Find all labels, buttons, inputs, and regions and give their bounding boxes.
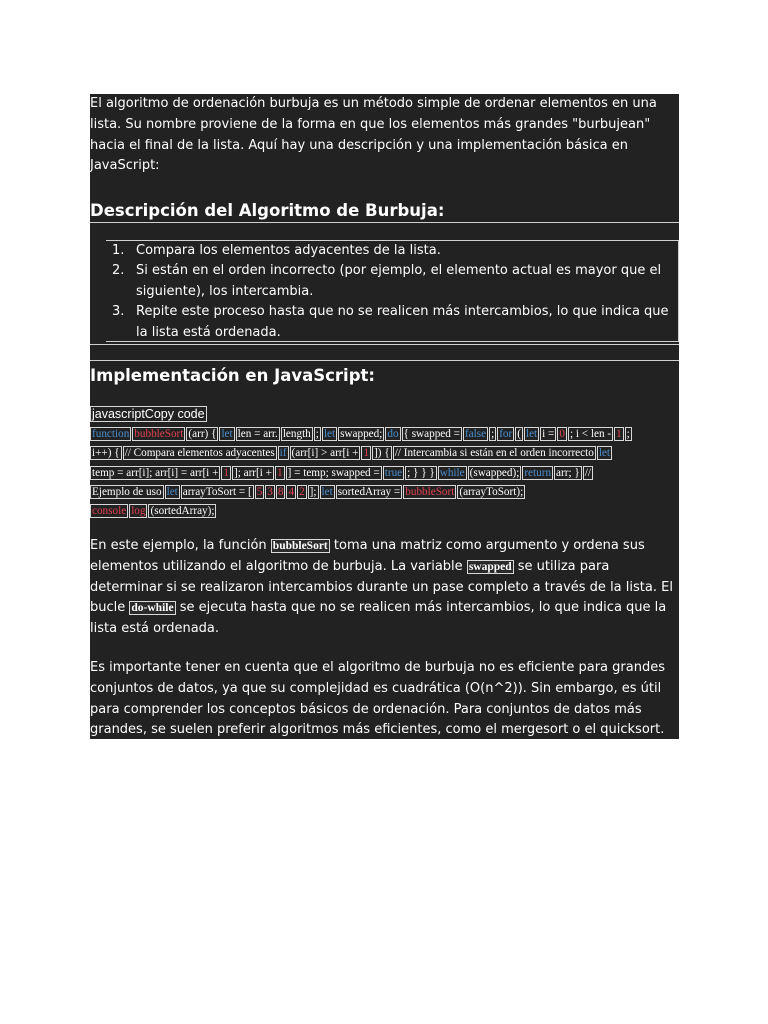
code-token: (sortedArray); bbox=[150, 505, 215, 518]
paragraph-text: se ejecuta hasta que no se realicen más intercambios, lo que indica que la lista está ordenada. bbox=[90, 600, 667, 637]
list-item bbox=[112, 261, 678, 302]
code-number: 1 bbox=[223, 466, 229, 479]
paragraph-text: se utiliza para determinar si se realizaron intercambios durante un pase completo a través de la lista. El bucle bbox=[90, 558, 673, 616]
code-function-name: console bbox=[92, 505, 127, 518]
heading-description: Descripción del Algoritmo de Burbuja: bbox=[90, 201, 445, 220]
code-keyword: do bbox=[387, 428, 399, 441]
list-number: 3. bbox=[112, 304, 125, 319]
code-keyword: let bbox=[221, 428, 233, 441]
list-number: 1. bbox=[112, 243, 125, 258]
code-function-name: log bbox=[131, 505, 146, 518]
code-comment: // Intercambia si están en el orden incorrecto bbox=[394, 447, 594, 460]
code-number: 2 bbox=[299, 485, 305, 498]
code-block bbox=[90, 405, 679, 521]
inline-code: swapped bbox=[468, 560, 512, 573]
code-token: i++) { bbox=[92, 447, 120, 460]
code-token: (arr[i] > arr[i + bbox=[291, 447, 359, 460]
code-keyword: let bbox=[525, 428, 538, 441]
code-comment: Ejemplo de uso bbox=[92, 485, 162, 498]
list-item bbox=[112, 302, 678, 343]
code-number: 1 bbox=[616, 428, 622, 441]
code-line bbox=[90, 502, 679, 521]
code-token: ( bbox=[517, 428, 521, 441]
code-keyword: let bbox=[166, 485, 178, 498]
code-token: (arr) { bbox=[188, 428, 217, 441]
code-token: length bbox=[282, 428, 311, 441]
code-token: ; bbox=[491, 428, 495, 441]
code-keyword: while bbox=[439, 466, 465, 479]
code-token: temp = arr[i]; arr[i] = arr[i + bbox=[92, 466, 219, 479]
code-line bbox=[90, 444, 679, 463]
list-text: Si están en el orden incorrecto (por ejemplo, el elemento actual es mayor que el siguiente), los intercambia. bbox=[136, 263, 662, 299]
paragraph-text: toma una matriz como argumento y ordena sus elementos utilizando el algoritmo de burbuja. La variable bbox=[90, 538, 645, 574]
code-comment: // Compara elementos adyacentes bbox=[124, 447, 275, 460]
list-text: Compara los elementos adyacentes de la lista. bbox=[136, 243, 441, 258]
code-token: i = bbox=[542, 428, 555, 441]
code-token: ; i < len - bbox=[569, 428, 612, 441]
code-token: arrayToSort = [ bbox=[182, 485, 252, 498]
code-keyword: if bbox=[279, 447, 287, 460]
code-token: arr; } bbox=[556, 466, 580, 479]
code-keyword: let bbox=[598, 447, 611, 460]
code-token: swapped; bbox=[340, 428, 383, 441]
code-token: ; } } } bbox=[407, 466, 435, 479]
code-token: ]) { bbox=[374, 447, 390, 460]
divider bbox=[90, 360, 679, 361]
code-function-name: bubbleSort bbox=[134, 428, 184, 441]
code-token: sortedArray = bbox=[337, 485, 401, 498]
divider bbox=[90, 344, 679, 345]
code-token: ; bbox=[315, 428, 319, 441]
inline-code: bubbleSort bbox=[272, 540, 328, 552]
code-token: ; bbox=[626, 428, 630, 441]
document-page bbox=[90, 94, 679, 739]
code-token: ]; bbox=[309, 485, 317, 498]
code-token: ]; arr[i + bbox=[233, 466, 272, 479]
conclusion-paragraph: Es importante tener en cuenta que el algoritmo de burbuja no es eficiente para grandes conjuntos de datos, ya que su complejidad es cuadrática (O(n^2)). Sin embargo, es útil para comprender los conceptos básicos de ordenación. Para conjuntos de datos más grandes, se suelen preferir algoritmos más eficientes, como el mergesort o el quicksort. bbox=[90, 660, 665, 738]
explanation-paragraph bbox=[90, 536, 679, 640]
divider bbox=[90, 222, 679, 223]
list-item bbox=[112, 241, 678, 262]
code-line bbox=[90, 464, 679, 483]
code-token: ] = temp; swapped = bbox=[287, 466, 380, 479]
code-number: 0 bbox=[559, 428, 565, 441]
code-comment: // bbox=[584, 466, 591, 479]
paragraph-text: En este ejemplo, la función bbox=[90, 538, 267, 553]
inline-code: do-while bbox=[131, 602, 174, 615]
code-token: (arrayToSort); bbox=[459, 485, 524, 498]
code-keyword: for bbox=[499, 428, 513, 441]
code-keyword: false bbox=[464, 428, 487, 441]
intro-paragraph: El algoritmo de ordenación burbuja es un método simple de ordenar elementos en una lista. Su nombre proviene de la forma en que los elementos más grandes "burbujean" hacia el final de la lista. Aquí hay una descripción y una implementación básica en JavaScript: bbox=[90, 96, 657, 174]
code-number: 4 bbox=[288, 485, 295, 498]
list-text: Repite este proceso hasta que no se realicen más intercambios, lo que indica que la lista está ordenada. bbox=[136, 304, 669, 340]
list-number: 2. bbox=[112, 263, 125, 278]
code-line bbox=[90, 405, 679, 425]
code-keyword: true bbox=[384, 466, 403, 479]
code-token: { swapped = bbox=[403, 428, 460, 441]
code-token: (swapped); bbox=[469, 466, 520, 479]
code-token: len = arr. bbox=[237, 428, 278, 441]
code-keyword: return bbox=[524, 466, 552, 479]
code-keyword: let bbox=[323, 428, 336, 441]
code-number: 3 bbox=[267, 485, 273, 498]
code-number: 5 bbox=[256, 485, 263, 498]
code-keyword: function bbox=[92, 428, 130, 441]
code-function-name: bubbleSort bbox=[405, 485, 455, 498]
code-keyword: let bbox=[321, 485, 333, 498]
code-line bbox=[90, 425, 679, 444]
code-line bbox=[90, 483, 679, 502]
code-number: 8 bbox=[277, 485, 284, 498]
heading-implementation: Implementación en JavaScript: bbox=[90, 366, 376, 385]
code-language-label: javascriptCopy code bbox=[92, 407, 205, 421]
code-number: 1 bbox=[276, 466, 283, 479]
code-number: 1 bbox=[363, 447, 370, 460]
